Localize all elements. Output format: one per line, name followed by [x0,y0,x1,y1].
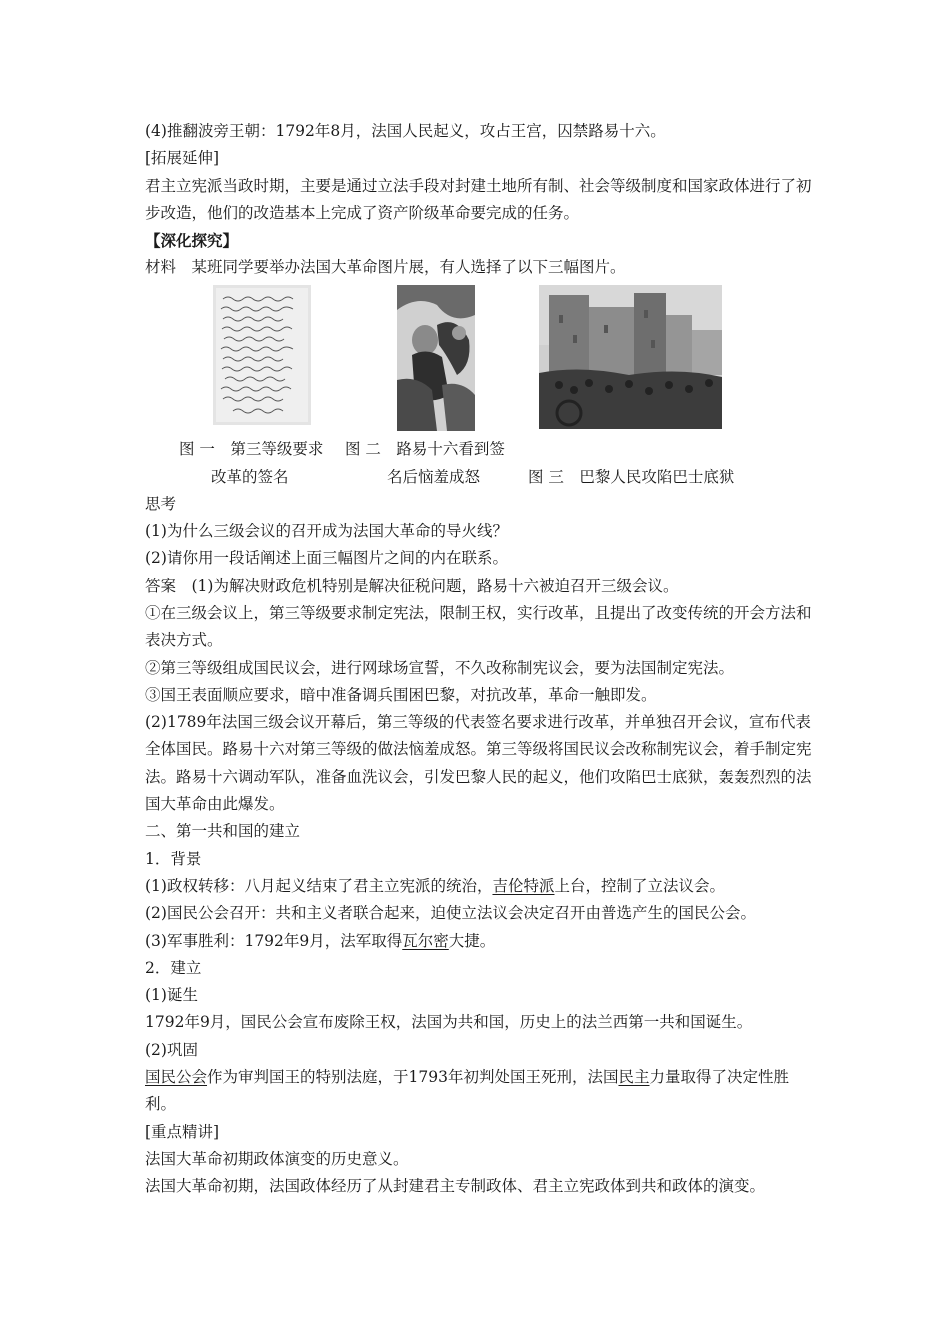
caption-figure-3: 图 三 巴黎人民攻陷巴士底狱 [528,467,735,486]
overthrow-bourbon-line: (4)推翻波旁王朝：1792年8月，法国人民起义，攻占王宫，囚禁路易十六。 [145,122,666,140]
background-item-1 [145,873,815,900]
consolidation-heading: (2)巩固 [145,1040,198,1059]
document-page [145,118,815,1201]
deep-inquiry-heading: 【深化探究】 [145,231,239,251]
figure-row [145,285,815,433]
key-points-heading: [重点精讲] [145,1122,220,1141]
background-item-1-tail: 上台，控制了立法议会。 [554,876,725,895]
question-2: (2)请你用一段话阐述上面三幅图片之间的内在联系。 [145,549,508,568]
constitutional-monarchy-paragraph: 君主立宪派当政时期，主要是通过立法手段对封建土地所有制、社会等级制度和国家政体进行了初步改造，他们的改造基本上完成了资产阶级革命要完成的任务。 [145,176,812,222]
valmy-term: 瓦尔密 [402,931,449,950]
caption-figure-2-line1: 图 二 路易十六看到签 [345,439,505,458]
answer-point-3: ③国王表面顺应要求，暗中准备调兵围困巴黎，对抗改革，革命一触即发。 [145,685,657,704]
think-heading: 思考 [145,494,177,513]
answer-2: (2)1789年法国三级会议开幕后，第三等级的代表签名要求进行改革，并单独召开会议，宣布代表全体国民。路易十六对第三等级的做法恼羞成怒。第三等级将国民议会改称制宪议会，着手制定宪法。路易十六调动军队，准备血洗议会，引发巴黎人民的起义，他们攻陷巴士底狱，轰轰烈烈的法国大革命由此爆发。 [145,713,812,814]
background-item-3-tail: 大捷。 [448,931,496,950]
key-point-2: 法国大革命初期，法国政体经历了从封建君主专制政体、君主立宪政体到共和政体的演变。 [145,1177,766,1196]
birth-text: 1792年9月，国民公会宣布废除王权，法国为共和国，历史上的法兰西第一共和国诞生。 [145,1013,753,1032]
louis-xvi-angry-image [397,285,475,431]
national-convention-term: 国民公会 [145,1068,208,1087]
background-item-3-text: (3)军事胜利：1792年9月，法军取得 [145,931,403,950]
consolidation-text [145,1064,815,1119]
girondins-term: 吉伦特派 [492,876,555,895]
extension-heading: [拓展延伸] [145,149,220,168]
bastille-storming-image [539,285,722,429]
figure-captions [145,435,815,491]
section-2-heading: 二、第一共和国的建立 [145,822,301,841]
caption-figure-2-line2: 名后恼羞成怒 [387,467,481,486]
answer-point-2: ②第三等级组成国民议会，进行网球场宣誓，不久改称制宪议会，要为法国制定宪法。 [145,658,735,677]
caption-figure-1-line1: 图 一 第三等级要求 [179,439,324,458]
answer-1: 答案 (1)为解决财政危机特别是解决征税问题，路易十六被迫召开三级会议。 [145,576,679,595]
establishment-heading: 2．建立 [145,958,202,977]
answer-point-1: ①在三级会议上，第三等级要求制定宪法，限制王权，实行改革，且提出了改变传统的开会方法和表决方式。 [145,603,812,650]
caption-figure-1-line2: 改革的签名 [211,467,289,486]
signature-document-image [213,285,311,425]
key-point-1: 法国大革命初期政体演变的历史意义。 [145,1149,409,1168]
consolidation-text-mid: 作为审判国王的特别法庭，于1793年初判处国王死刑，法国 [207,1068,619,1087]
background-item-2: (2)国民公会召开：共和主义者联合起来，迫使立法议会决定召开由普选产生的国民公会。 [145,904,756,923]
question-1: (1)为什么三级会议的召开成为法国大革命的导火线？ [145,522,508,541]
democracy-term: 民主 [618,1068,650,1087]
background-item-3 [145,928,815,955]
background-item-1-text: (1)政权转移：八月起义结束了君主立宪派的统治， [145,876,493,895]
material-intro: 材料 某班同学要举办法国大革命图片展，有人选择了以下三幅图片。 [145,258,626,277]
birth-heading: (1)诞生 [145,986,198,1005]
consolidation-text-tail: 力量取得了决定性胜利。 [145,1068,789,1114]
background-heading: 1．背景 [145,849,202,868]
